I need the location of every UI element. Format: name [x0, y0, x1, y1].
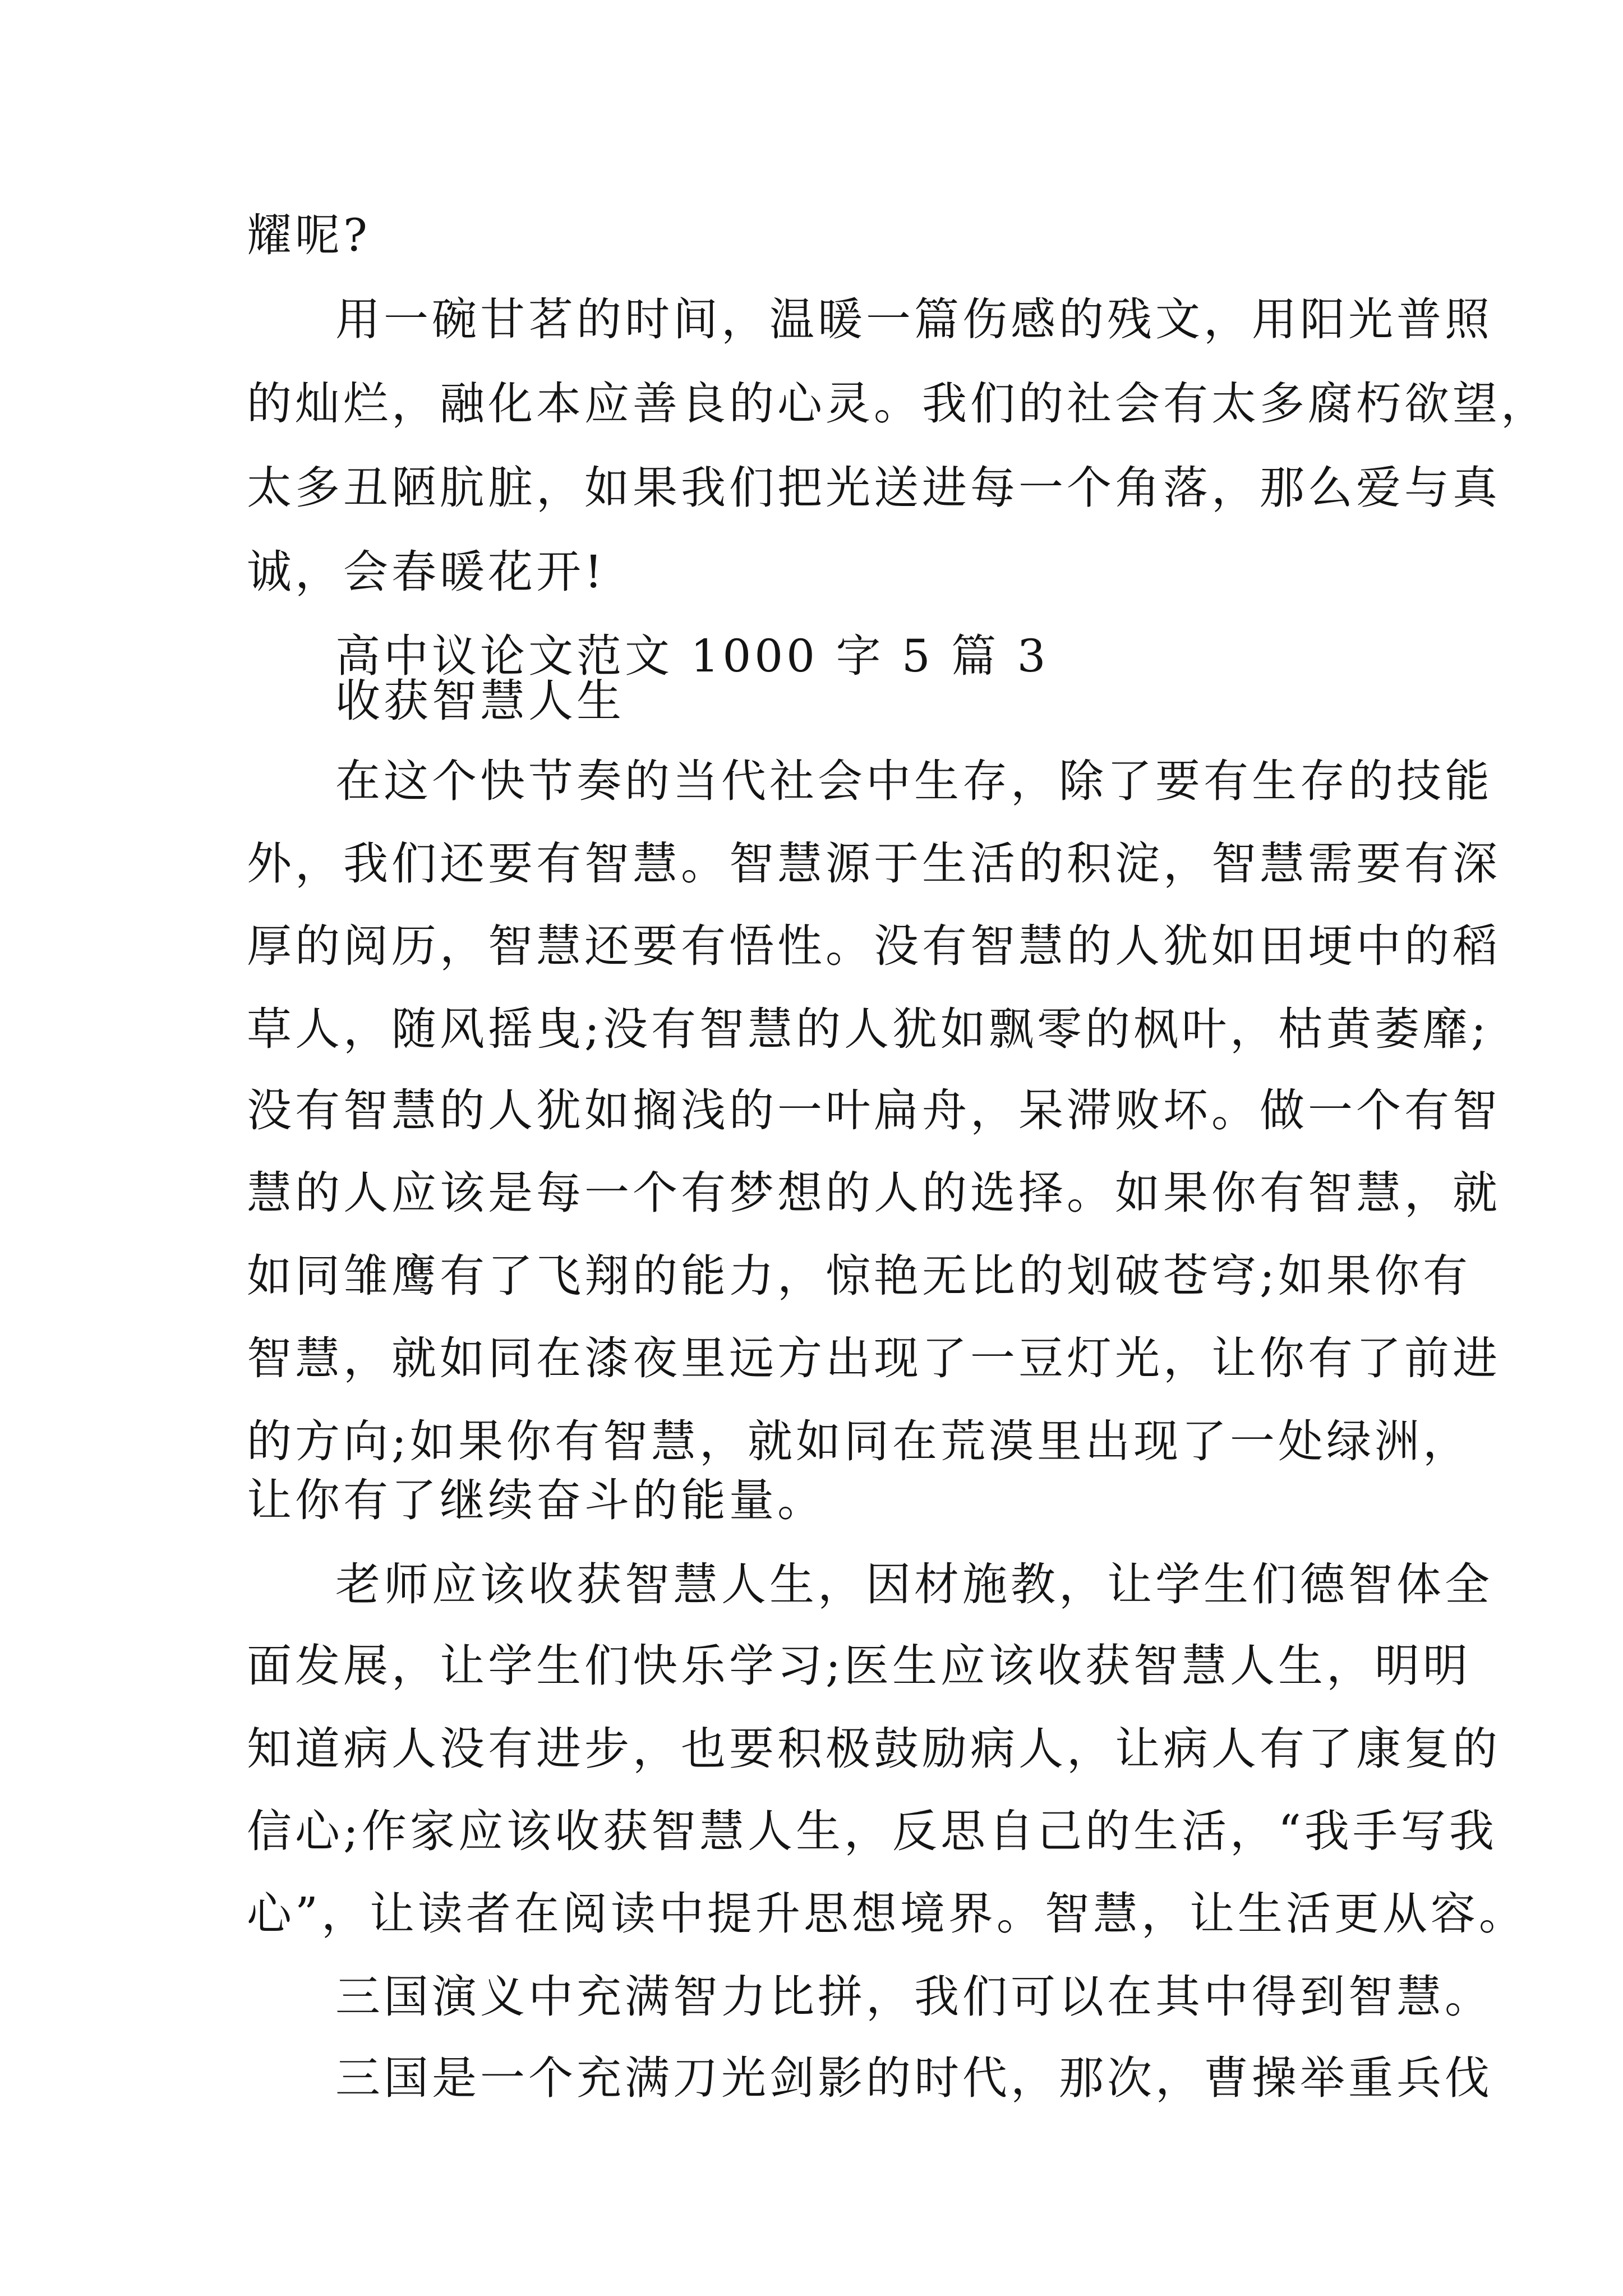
text-line: 没有智慧的人犹如搁浅的一叶扁舟，呆滞败坏。做一个有智 — [247, 1084, 1501, 1137]
text-line: 的方向;如果你有智慧，就如同在荒漠里出现了一处绿洲， — [247, 1415, 1471, 1467]
paragraph-start: 三国演义中充满智力比拼，我们可以在其中得到智慧。 — [335, 1971, 1493, 2023]
paragraph-start: 三国是一个充满刀光剑影的时代，那次，曹操举重兵伐 — [335, 2052, 1493, 2104]
text-line: 面发展，让学生们快乐学习;医生应该收获智慧人生，明明 — [247, 1640, 1471, 1692]
text-line: 外，我们还要有智慧。智慧源于生活的积淀，智慧需要有深 — [247, 838, 1501, 890]
text-line: 知道病人没有进步，也要积极鼓励病人，让病人有了康复的 — [247, 1723, 1501, 1775]
text-line: 如同雏鹰有了飞翔的能力，惊艳无比的划破苍穹;如果你有 — [247, 1250, 1471, 1302]
text-line: 草人，随风摇曳;没有智慧的人犹如飘零的枫叶，枯黄萎靡; — [247, 1003, 1490, 1055]
paragraph-start: 在这个快节奏的当代社会中生存，除了要有生存的技能 — [335, 755, 1493, 807]
text-line: 让你有了继续奋斗的能量。 — [247, 1474, 826, 1526]
text-line: 的灿烂，融化本应善良的心灵。我们的社会有太多腐朽欲望， — [247, 378, 1549, 430]
text-line: 心”，让读者在阅读中提升思想境界。智慧，让生活更从容。 — [247, 1888, 1527, 1940]
section-heading: 高中议论文范文 1000 字 5 篇 3 — [335, 630, 1049, 682]
text-line: 太多丑陋肮脏，如果我们把光送进每一个角落，那么爱与真 — [247, 462, 1501, 514]
text-line: 信心;作家应该收获智慧人生，反思自己的生活，“我手写我 — [247, 1805, 1497, 1857]
text-line: 智慧，就如同在漆夜里远方出现了一豆灯光，让你有了前进 — [247, 1332, 1501, 1384]
paragraph-start: 用一碗甘茗的时间，温暖一篇伤感的残文，用阳光普照 — [335, 293, 1493, 346]
text-line: 厚的阅历，智慧还要有悟性。没有智慧的人犹如田埂中的稻 — [247, 920, 1501, 972]
paragraph-start: 老师应该收获智慧人生，因材施教，让学生们德智体全 — [335, 1558, 1493, 1611]
essay-title: 收获智慧人生 — [335, 675, 625, 727]
text-line: 耀呢? — [247, 209, 371, 261]
text-line: 诚，会春暖花开! — [247, 546, 606, 598]
text-line: 慧的人应该是每一个有梦想的人的选择。如果你有智慧，就 — [247, 1167, 1501, 1219]
